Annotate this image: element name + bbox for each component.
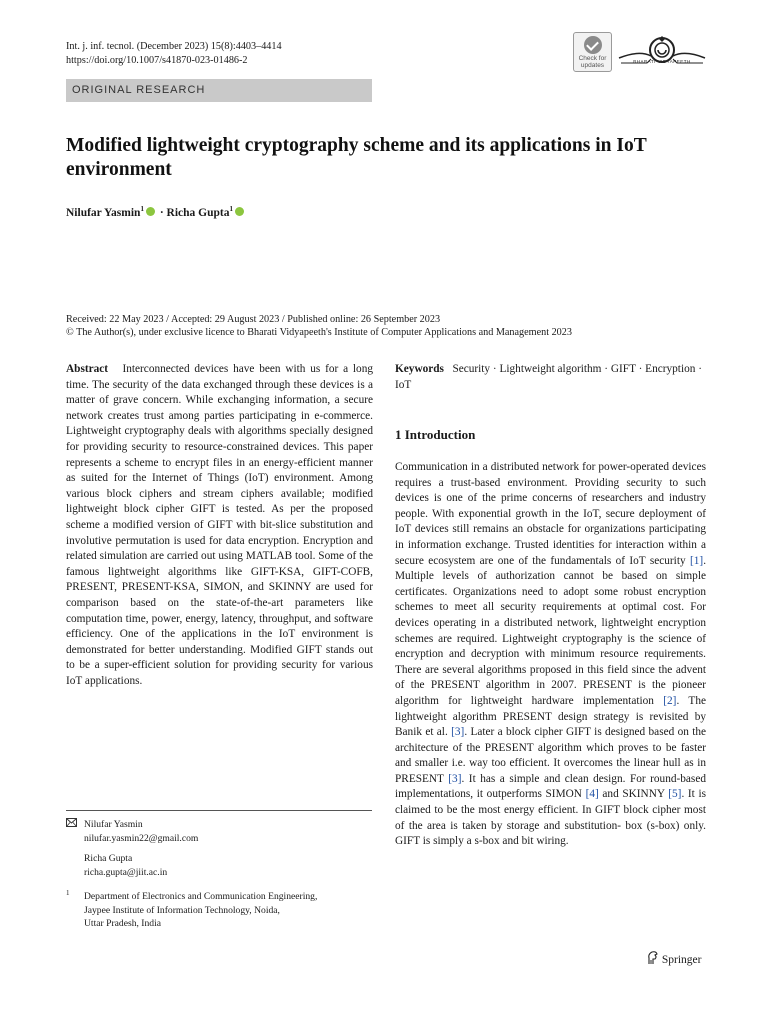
affiliation-line: Department of Electronics and Communication Engineering, <box>84 891 318 902</box>
footnote-rule <box>66 810 372 811</box>
author-name: Richa Gupta <box>84 853 133 864</box>
citation-link[interactable]: [2] <box>663 694 677 707</box>
email-link[interactable]: nilufar.yasmin22@gmail.com <box>84 832 199 844</box>
article-title: Modified lightweight cryptography scheme and its applications in IoT environment <box>66 135 647 180</box>
abstract <box>66 362 373 689</box>
doi-link[interactable]: https://doi.org/10.1007/s41870-023-01486-2 <box>66 55 248 66</box>
introduction-paragraph <box>395 460 706 850</box>
citation-link[interactable]: [4] <box>585 788 599 801</box>
affiliation-marker: 1 <box>140 205 144 213</box>
corresponding-author <box>84 818 374 879</box>
check-for-updates-badge[interactable] <box>573 32 612 72</box>
keywords-heading: Keywords <box>395 363 444 375</box>
affiliation-line: Jaypee Institute of Information Technology, Noida, <box>84 904 280 916</box>
journal-citation: Int. j. inf. tecnol. (December 2023) 15(8):4403–4414 <box>66 41 282 52</box>
check-updates-label: Check for updates <box>578 55 607 69</box>
envelope-icon <box>66 818 80 832</box>
publisher-logo <box>617 32 707 74</box>
author-list <box>66 201 466 221</box>
author-name[interactable]: Nilufar Yasmin <box>66 206 141 219</box>
copyright-notice: © The Author(s), under exclusive licence to Bharati Vidyapeeth's Institute of Computer Applications and Management 2023 <box>66 327 572 338</box>
springer-logo <box>646 951 701 968</box>
intro-text: and SKINNY <box>602 788 665 801</box>
section-banner-label: ORIGINAL RESEARCH <box>72 84 206 96</box>
publisher-logo-text: BHARATI VIDYAPEETH <box>633 59 691 64</box>
publisher-name: Springer <box>661 954 702 966</box>
author-name: Nilufar Yasmin <box>84 819 143 830</box>
springer-horse-icon <box>646 951 659 965</box>
affiliation-line: Uttar Pradesh, India <box>84 918 161 929</box>
orcid-icon[interactable] <box>235 207 244 216</box>
author-separator: · <box>159 206 164 219</box>
keywords <box>395 362 706 393</box>
intro-text: . It is claimed to be the most energy efficient. In GIFT block cipher most of the area is taken by storage and substitution- box (s-box) only. GIFT is simply a s-box and bit wiring. <box>395 788 706 848</box>
affiliation <box>84 890 374 931</box>
section-heading-introduction: 1 Introduction <box>395 427 476 442</box>
orcid-icon[interactable] <box>146 207 155 216</box>
bharati-vidyapeeth-emblem-icon <box>617 32 707 74</box>
abstract-heading: Abstract <box>66 363 109 375</box>
abstract-text: Interconnected devices have been with us for a long time. The security of the data exchanged through these devices is a matter of grave concern. While exchanging information, a secure network creates trust among parties participating in e-commerce. Lightweight cryptography deals with algorithms specially designed for providing security to resource-constrained devices. This paper represents a scheme to encrypt files in an energy-efficient manner as suited for the Internet of Things (IoT) environment. Among various block ciphers and stream ciphers available; modified lightweight block cipher GIFT is tested. As per the proposed scheme a modified version of GIFT with bit-slice substitution and involutive permutation is used for data encryption. Encryption and related simulation are carried out using MATLAB tool. Some of the famous lightweight algorithms like GIFT-KSA, GIFT-COFB, PRESENT, PRESENT-KSA, SIMON, and SKINNY are used for comparison based on the state-of-the-art parameters like computation time, power, energy, latency, throughput, and software efficiency. One of the applications in the IoT environment is demonstrated for better understanding. Modified GIFT stands out to be a super-efficient solution for providing security for various IoT applications. <box>66 363 373 687</box>
publication-dates: Received: 22 May 2023 / Accepted: 29 August 2023 / Published online: 26 September 2023 <box>66 314 441 325</box>
citation-link[interactable]: [1] <box>690 554 704 567</box>
intro-text: Communication in a distributed network for power-operated devices requires a trust-based environment. Providing security to such devices is one of the prime concerns of researchers and industry people. With exponential growth in the IoT, secure deployment of IoT devices still remains an obstacle for organizations participating in information exchange. Trusted identities for interaction within a secure ecosystem are one of the fundamentals of IoT security <box>395 461 706 567</box>
keywords-text: Security · Lightweight algorithm · GIFT · Encryption · IoT <box>395 363 702 391</box>
citation-link[interactable]: [5] <box>668 788 682 801</box>
citation-link[interactable]: [3] <box>448 772 462 785</box>
intro-text: . It has a simple and clean design. For round-based implementations, it outperforms SIMON <box>395 772 706 801</box>
affiliation-marker: 1 <box>229 205 233 213</box>
citation-link[interactable]: [3] <box>451 726 465 739</box>
intro-text: . Later a block cipher GIFT is designed based on the architecture of the PRESENT algorithm which proves to be faster and smaller i.e. way too efficient. It overcomes the linear hull as in PRESENT <box>395 726 707 785</box>
check-icon <box>584 36 602 54</box>
affiliation-number: 1 <box>66 889 70 897</box>
intro-text: . Multiple levels of authorization cannot be based on simple certificates. Organizations need to adopt some robust encryption schemes to meet all security requirements at optimal cost. For devices operating in a distributed network, lightweight encryption schemes are required. Lightweight cryptography is the science of encryption and decryption with minimum resource requirements. There are several algorithms proposed in this field since the advent of the PRESENT algorithm in 2007. PRESENT is the pioneer algorithm for lightweight hardware implementation <box>395 554 707 707</box>
author-name[interactable]: Richa Gupta <box>166 206 230 219</box>
intro-text: . The lightweight algorithm PRESENT design strategy is revisited by Banik et al. <box>395 694 706 739</box>
section-banner <box>66 79 372 102</box>
email-link[interactable]: richa.gupta@jiit.ac.in <box>84 866 168 878</box>
